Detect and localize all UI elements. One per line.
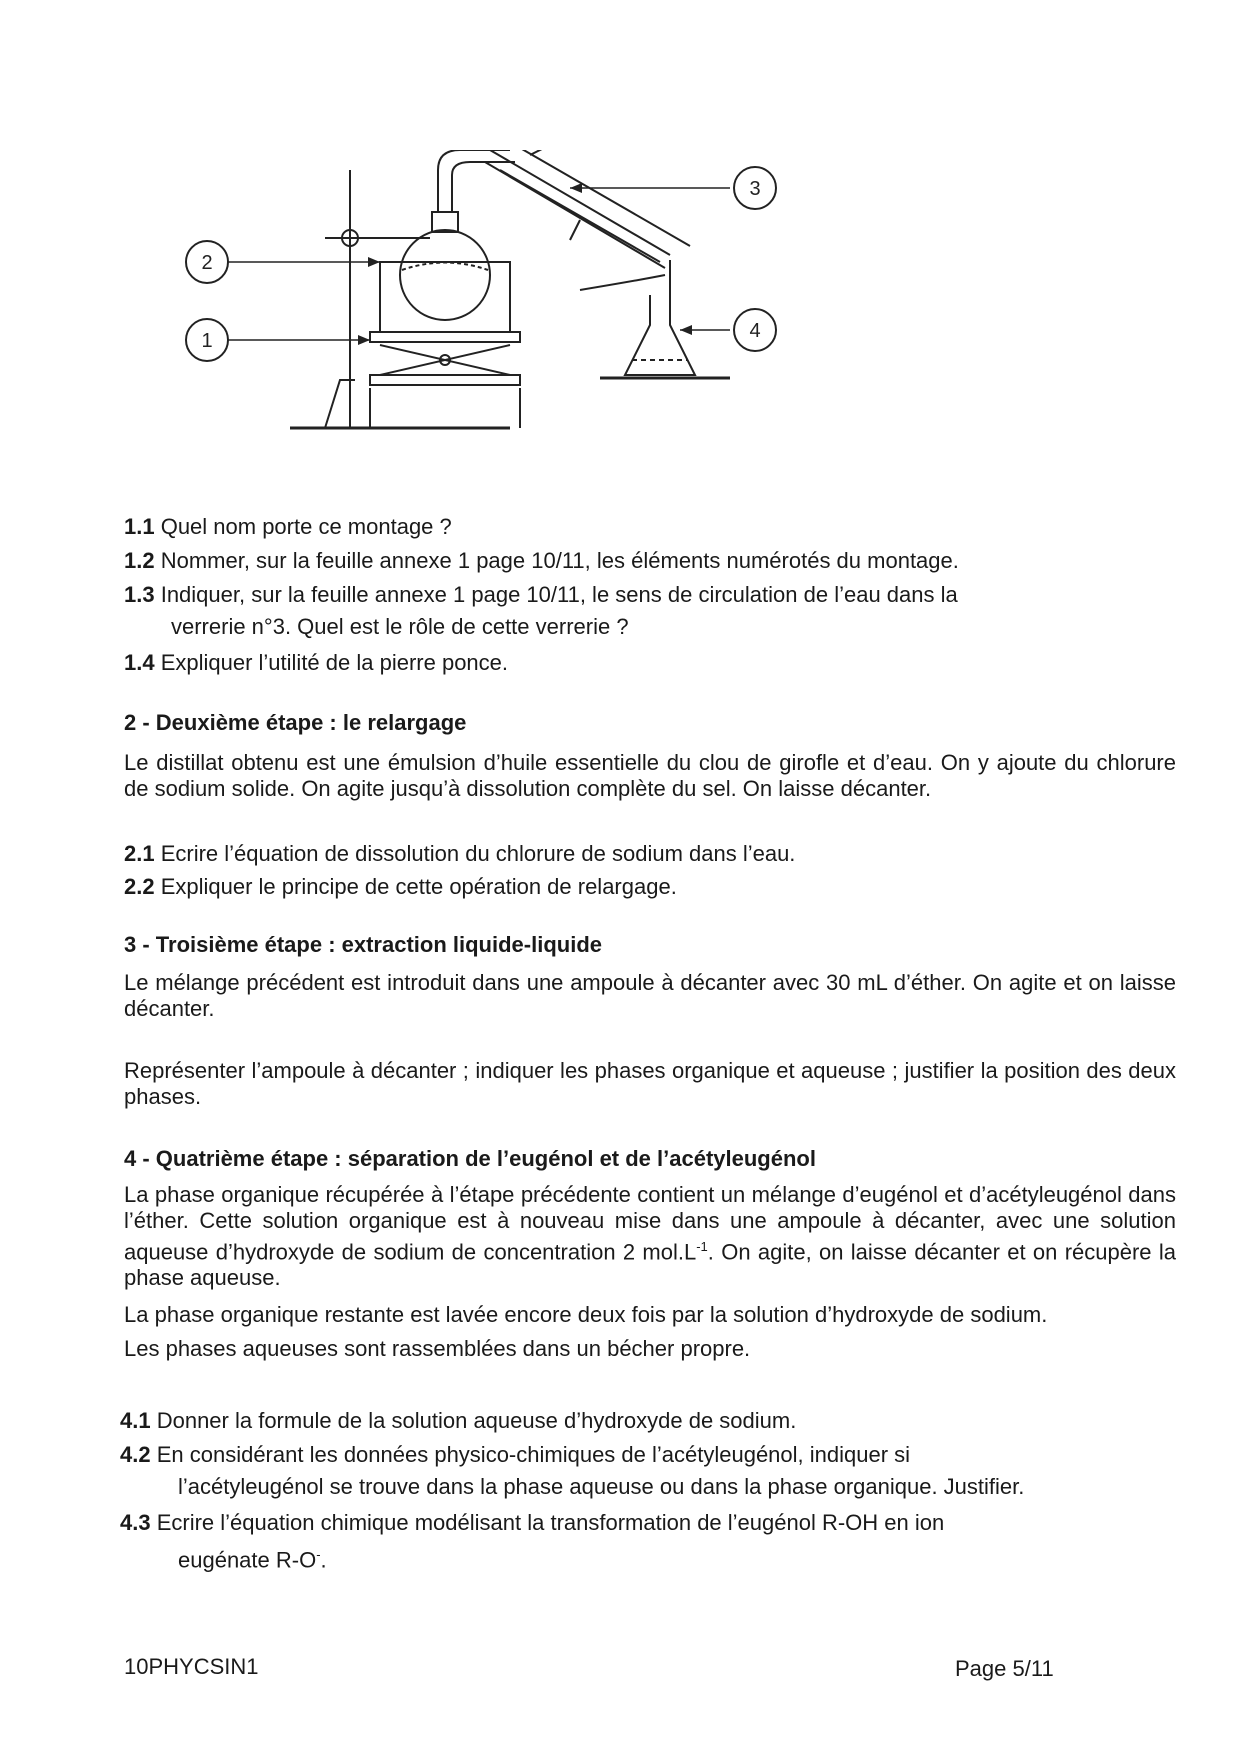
question-1-1: 1.1 Quel nom porte ce montage ? bbox=[124, 514, 452, 539]
condenser bbox=[485, 150, 690, 268]
lab-jack bbox=[370, 332, 520, 428]
round-flask bbox=[400, 230, 490, 320]
erlenmeyer bbox=[625, 295, 695, 375]
distillation-diagram bbox=[170, 150, 890, 440]
footer-page-number: Page 5/11 bbox=[955, 1656, 1054, 1681]
section-4-paragraph-3: Les phases aqueuses sont rassemblées dans un bécher propre. bbox=[124, 1336, 751, 1361]
question-1-3: 1.3 Indiquer, sur la feuille annexe 1 page 10/11, le sens de circulation de l’eau dans la verrerie n°3. Quel est le rôle de cette verrerie ? bbox=[124, 582, 958, 639]
question-1-2: 1.2 Nommer, sur la feuille annexe 1 page 10/11, les éléments numérotés du montage. bbox=[124, 548, 959, 573]
question-4-2: 4.2 En considérant les données physico-chimiques de l’acétyleugénol, indiquer si l’acétyleugénol se trouve dans la phase aqueuse ou dans la phase organique. Justifier. bbox=[120, 1442, 1025, 1499]
section-2-title: 2 - Deuxième étape : le relargage bbox=[124, 710, 467, 735]
question-2-1: 2.1 Ecrire l’équation de dissolution du chlorure de sodium dans l’eau. bbox=[124, 841, 796, 866]
section-3-title: 3 - Troisième étape : extraction liquide-liquide bbox=[124, 932, 602, 957]
callout-label-4: 4 bbox=[749, 320, 761, 342]
section-2-paragraph: Le distillat obtenu est une émulsion d’huile essentielle du clou de girofle et d’eau. On y ajoute du chlorure de sodium solide. On agite jusqu’à dissolution complète du sel. On laisse décanter. bbox=[124, 750, 1176, 801]
section-4-paragraph-1: La phase organique récupérée à l’étape précédente contient un mélange d’eugénol et d’acétyleugénol dans l’éther. Cette solution organique est à nouveau mise dans une ampoule à décanter, avec une solution aqueuse d’hydroxyde de sodium de concentration 2 $mol.L^{-1}$. On agite, on laisse décanter et on récupère la phase aqueuse. bbox=[124, 1182, 1176, 1291]
footer-code: 10PHYCSIN1 bbox=[124, 1654, 259, 1679]
question-2-2: 2.2 Expliquer le principe de cette opération de relargage. bbox=[124, 874, 677, 899]
section-4-paragraph-2: La phase organique restante est lavée encore deux fois par la solution d’hydroxyde de sodium. bbox=[124, 1302, 1048, 1327]
callout-label-1: 1 bbox=[201, 330, 213, 352]
callout-label-2: 2 bbox=[201, 252, 213, 274]
section-3-paragraph-2: Représenter l’ampoule à décanter ; indiquer les phases organique et aqueuse ; justifier la position des deux phases. bbox=[124, 1058, 1176, 1109]
section-3-paragraph-1: Le mélange précédent est introduit dans une ampoule à décanter avec 30 mL d’éther. On agite et on laisse décanter. bbox=[124, 970, 1176, 1021]
question-1-4: 1.4 Expliquer l’utilité de la pierre ponce. bbox=[124, 650, 509, 675]
question-4-1: 4.1 Donner la formule de la solution aqueuse d’hydroxyde de sodium. bbox=[120, 1408, 797, 1433]
callout-label-3: 3 bbox=[749, 178, 761, 200]
section-4-title: 4 - Quatrième étape : séparation de l’eugénol et de l’acétyleugénol bbox=[124, 1146, 816, 1171]
question-4-3: 4.3 Ecrire l’équation chimique modélisant la transformation de l’eugénol R-OH en ion eugénate R-O-. bbox=[120, 1510, 945, 1573]
